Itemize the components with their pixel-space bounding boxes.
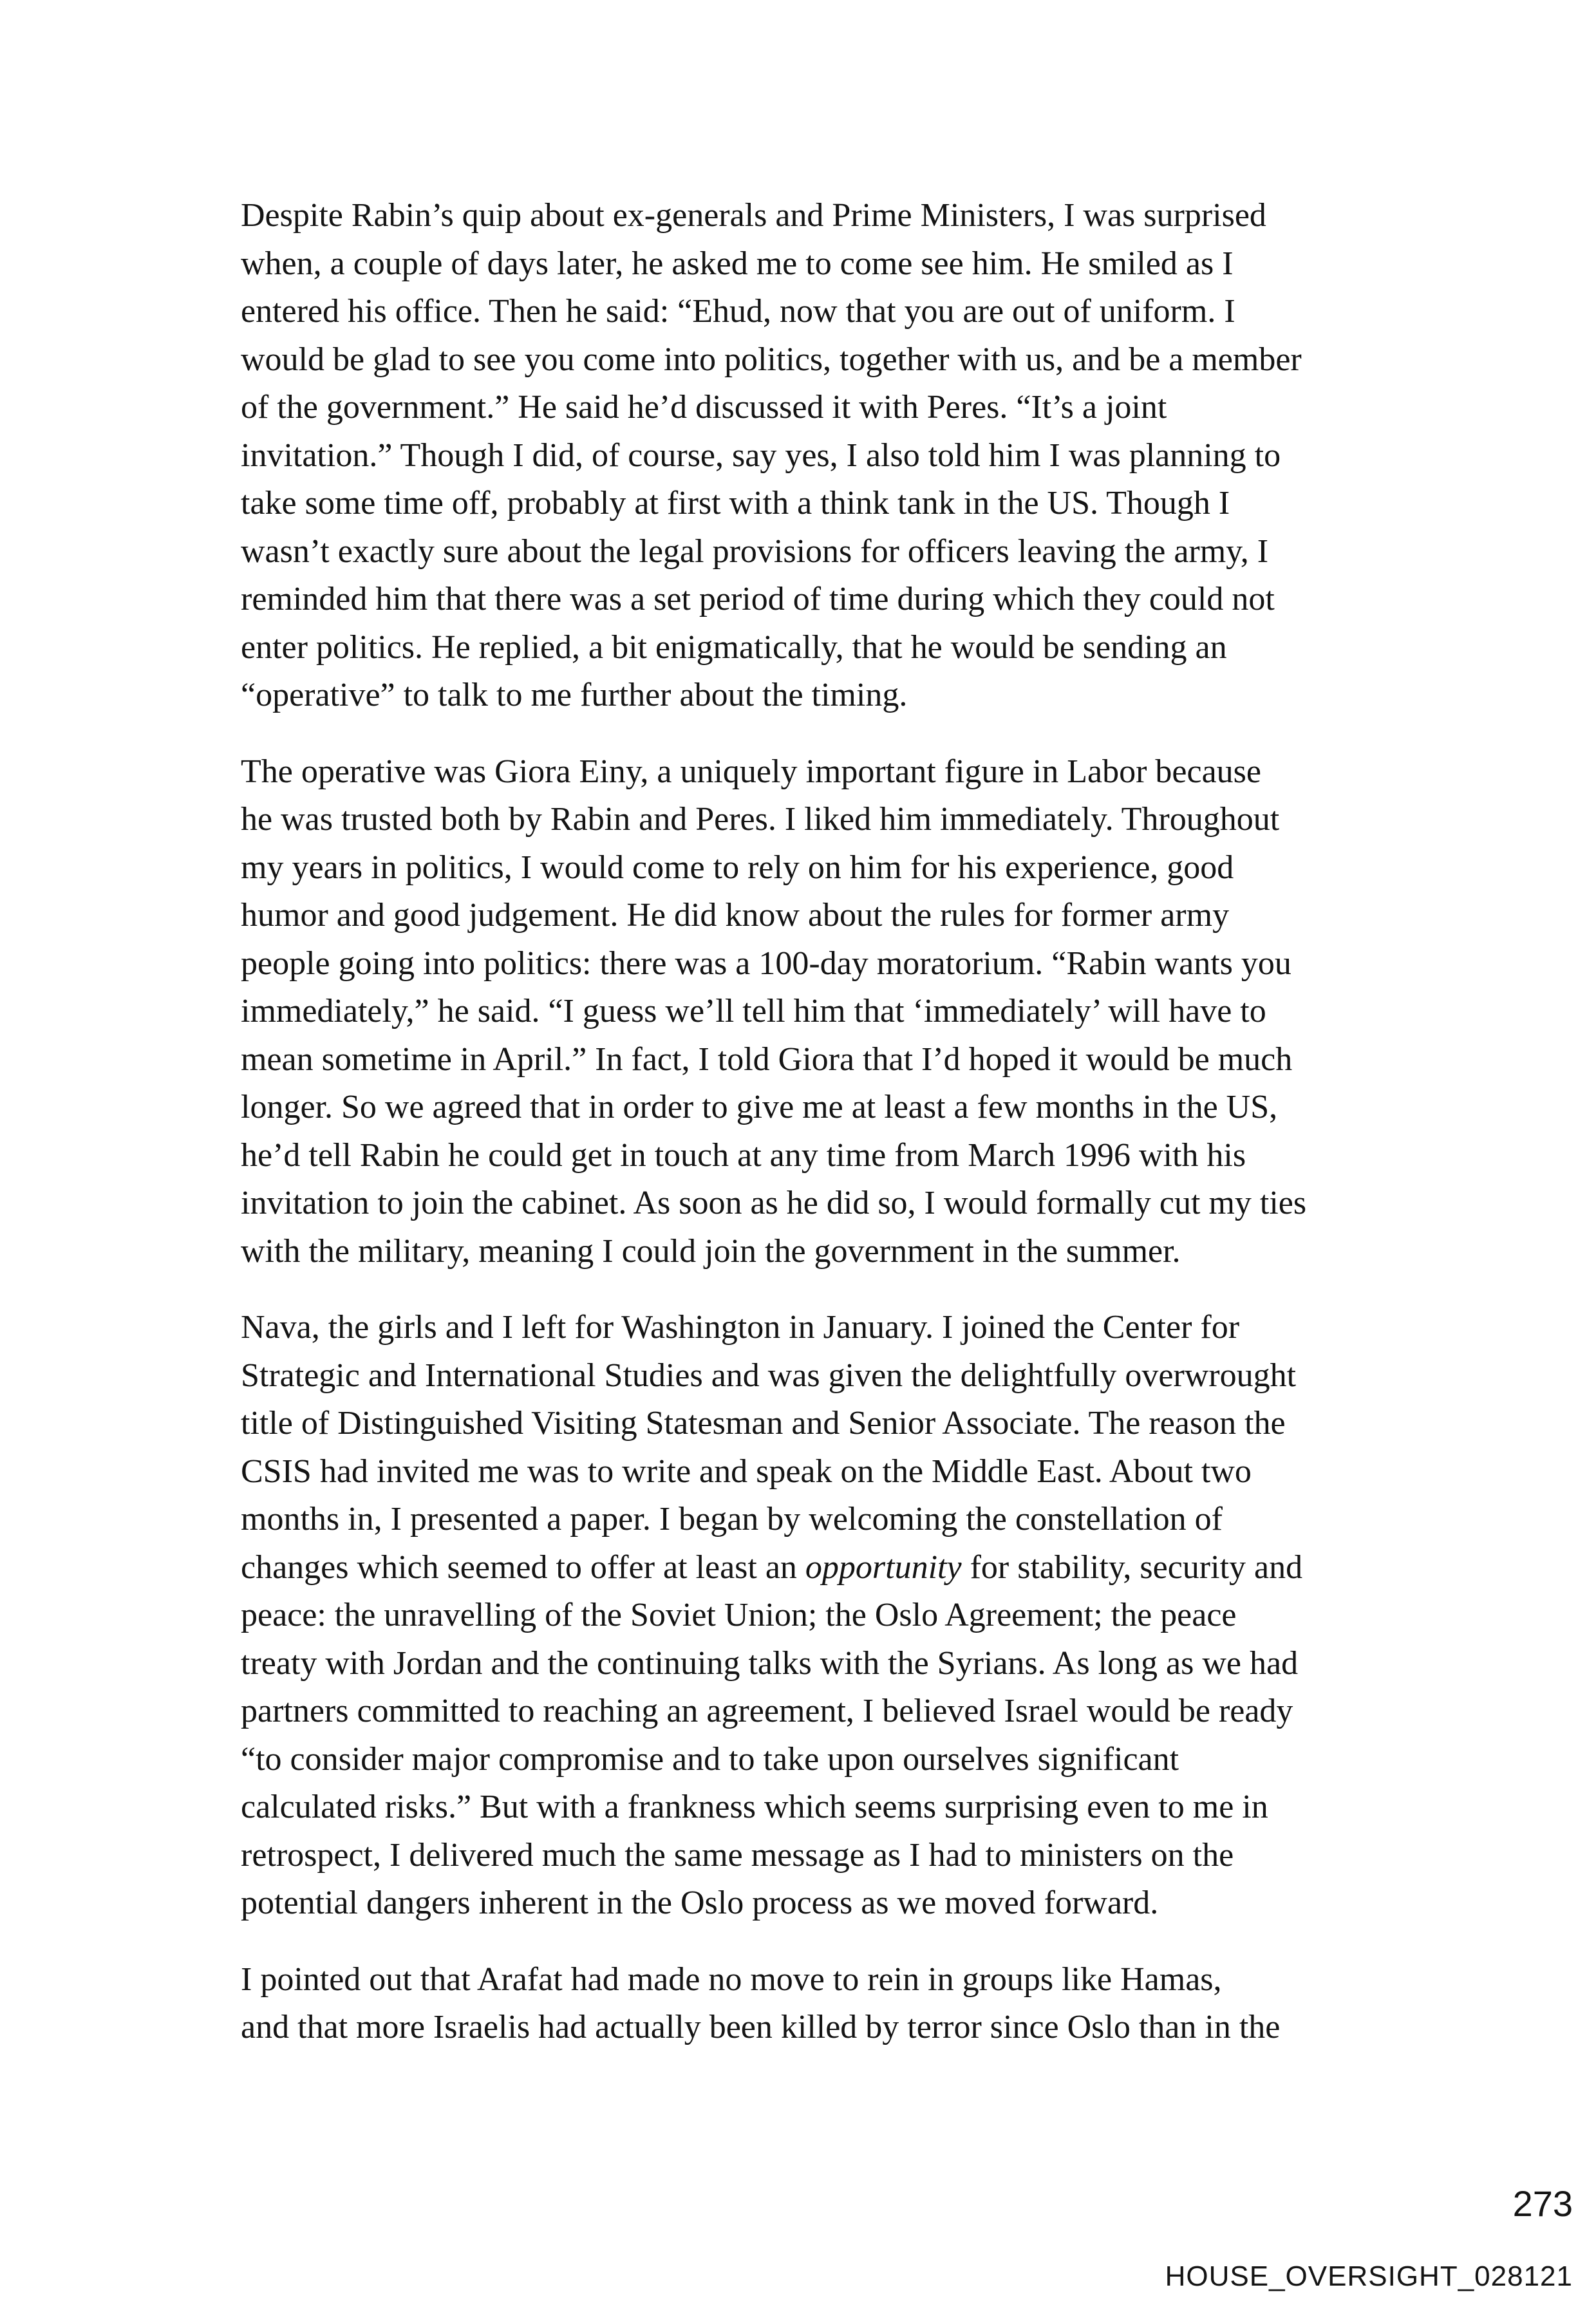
text-line: “to consider major compromise and to take upon ourselves significant bbox=[241, 1740, 1179, 1778]
text-line: reminded him that there was a set period of time during which they could not bbox=[241, 581, 1275, 617]
emphasized-word: opportunity bbox=[805, 1548, 962, 1586]
text-line: I pointed out that Arafat had made no move to rein in groups like Hamas, bbox=[241, 1960, 1222, 1998]
paragraph-2 bbox=[193, 748, 1404, 1276]
body-text bbox=[193, 192, 1404, 2080]
text-line: partners committed to reaching an agreement, I believed Israel would be ready bbox=[241, 1693, 1293, 1729]
text-line: take some time off, probably at first with a think tank in the US. Though I bbox=[241, 485, 1230, 522]
document-id: HOUSE_OVERSIGHT_028121 bbox=[1165, 2261, 1573, 2292]
text-line: enter politics. He replied, a bit enigmatically, that he would be sending an bbox=[241, 628, 1227, 666]
page-number: 273 bbox=[1512, 2183, 1573, 2224]
text-segment: changes which seemed to offer at least an bbox=[241, 1548, 805, 1586]
text-line: when, a couple of days later, he asked me to come see him. He smiled as I bbox=[241, 245, 1234, 282]
text-line: invitation.” Though I did, of course, say yes, I also told him I was planning to bbox=[241, 437, 1281, 474]
paragraph-1 bbox=[193, 192, 1404, 720]
text-line: The operative was Giora Einy, a uniquely important figure in Labor because bbox=[241, 753, 1261, 790]
text-line: CSIS had invited me was to write and speak on the Middle East. About two bbox=[241, 1452, 1252, 1490]
text-line: Strategic and International Studies and was given the delightfully overwrought bbox=[241, 1357, 1297, 1394]
text-line: my years in politics, I would come to rely on him for his experience, good bbox=[241, 849, 1234, 886]
text-line: he was trusted both by Rabin and Peres. I liked him immediately. Throughout bbox=[241, 801, 1280, 838]
text-line: potential dangers inherent in the Oslo process as we moved forward. bbox=[241, 1885, 1159, 1921]
text-line: months in, I presented a paper. I began by welcoming the constellation of bbox=[241, 1501, 1223, 1537]
text-line: humor and good judgement. He did know about the rules for former army bbox=[241, 897, 1230, 934]
text-line: with the military, meaning I could join the government in the summer. bbox=[241, 1232, 1181, 1270]
text-line: mean sometime in April.” In fact, I told Giora that I’d hoped it would be much bbox=[241, 1040, 1293, 1078]
text-line-with-emphasis bbox=[193, 1544, 1404, 1592]
text-line: people going into politics: there was a 100-day moratorium. “Rabin wants you bbox=[241, 945, 1291, 982]
text-line: wasn’t exactly sure about the legal provisions for officers leaving the army, I bbox=[241, 532, 1269, 570]
text-line: would be glad to see you come into politics, together with us, and be a member bbox=[241, 341, 1302, 378]
text-line: retrospect, I delivered much the same message as I had to ministers on the bbox=[241, 1836, 1234, 1874]
text-line: longer. So we agreed that in order to give me at least a few months in the US, bbox=[241, 1089, 1278, 1125]
text-line: invitation to join the cabinet. As soon as he did so, I would formally cut my ties bbox=[241, 1185, 1307, 1221]
paragraph-4 bbox=[193, 1956, 1404, 2052]
text-line: immediately,” he said. “I guess we’ll tell him that ‘immediately’ will have to bbox=[241, 993, 1266, 1029]
text-line: treaty with Jordan and the continuing talks with the Syrians. As long as we had bbox=[241, 1644, 1299, 1682]
text-line: Nava, the girls and I left for Washington in January. I joined the Center for bbox=[241, 1309, 1240, 1346]
text-line: he’d tell Rabin he could get in touch at any time from March 1996 with his bbox=[241, 1136, 1246, 1174]
paragraph-3 bbox=[193, 1304, 1404, 1928]
text-line: “operative” to talk to me further about the timing. bbox=[241, 677, 908, 713]
text-segment: for stability, security and bbox=[961, 1548, 1303, 1586]
text-line: title of Distinguished Visiting Statesman and Senior Associate. The reason the bbox=[241, 1405, 1286, 1442]
text-line: of the government.” He said he’d discussed it with Peres. “It’s a joint bbox=[241, 389, 1167, 426]
text-line: calculated risks.” But with a frankness which seems surprising even to me in bbox=[241, 1789, 1268, 1825]
text-line: and that more Israelis had actually been killed by terror since Oslo than in the bbox=[241, 2009, 1281, 2045]
text-line: Despite Rabin’s quip about ex-generals and Prime Ministers, I was surprised bbox=[241, 197, 1266, 234]
text-line: peace: the unravelling of the Soviet Union; the Oslo Agreement; the peace bbox=[241, 1597, 1237, 1633]
text-line: entered his office. Then he said: “Ehud, now that you are out of uniform. I bbox=[241, 293, 1235, 330]
